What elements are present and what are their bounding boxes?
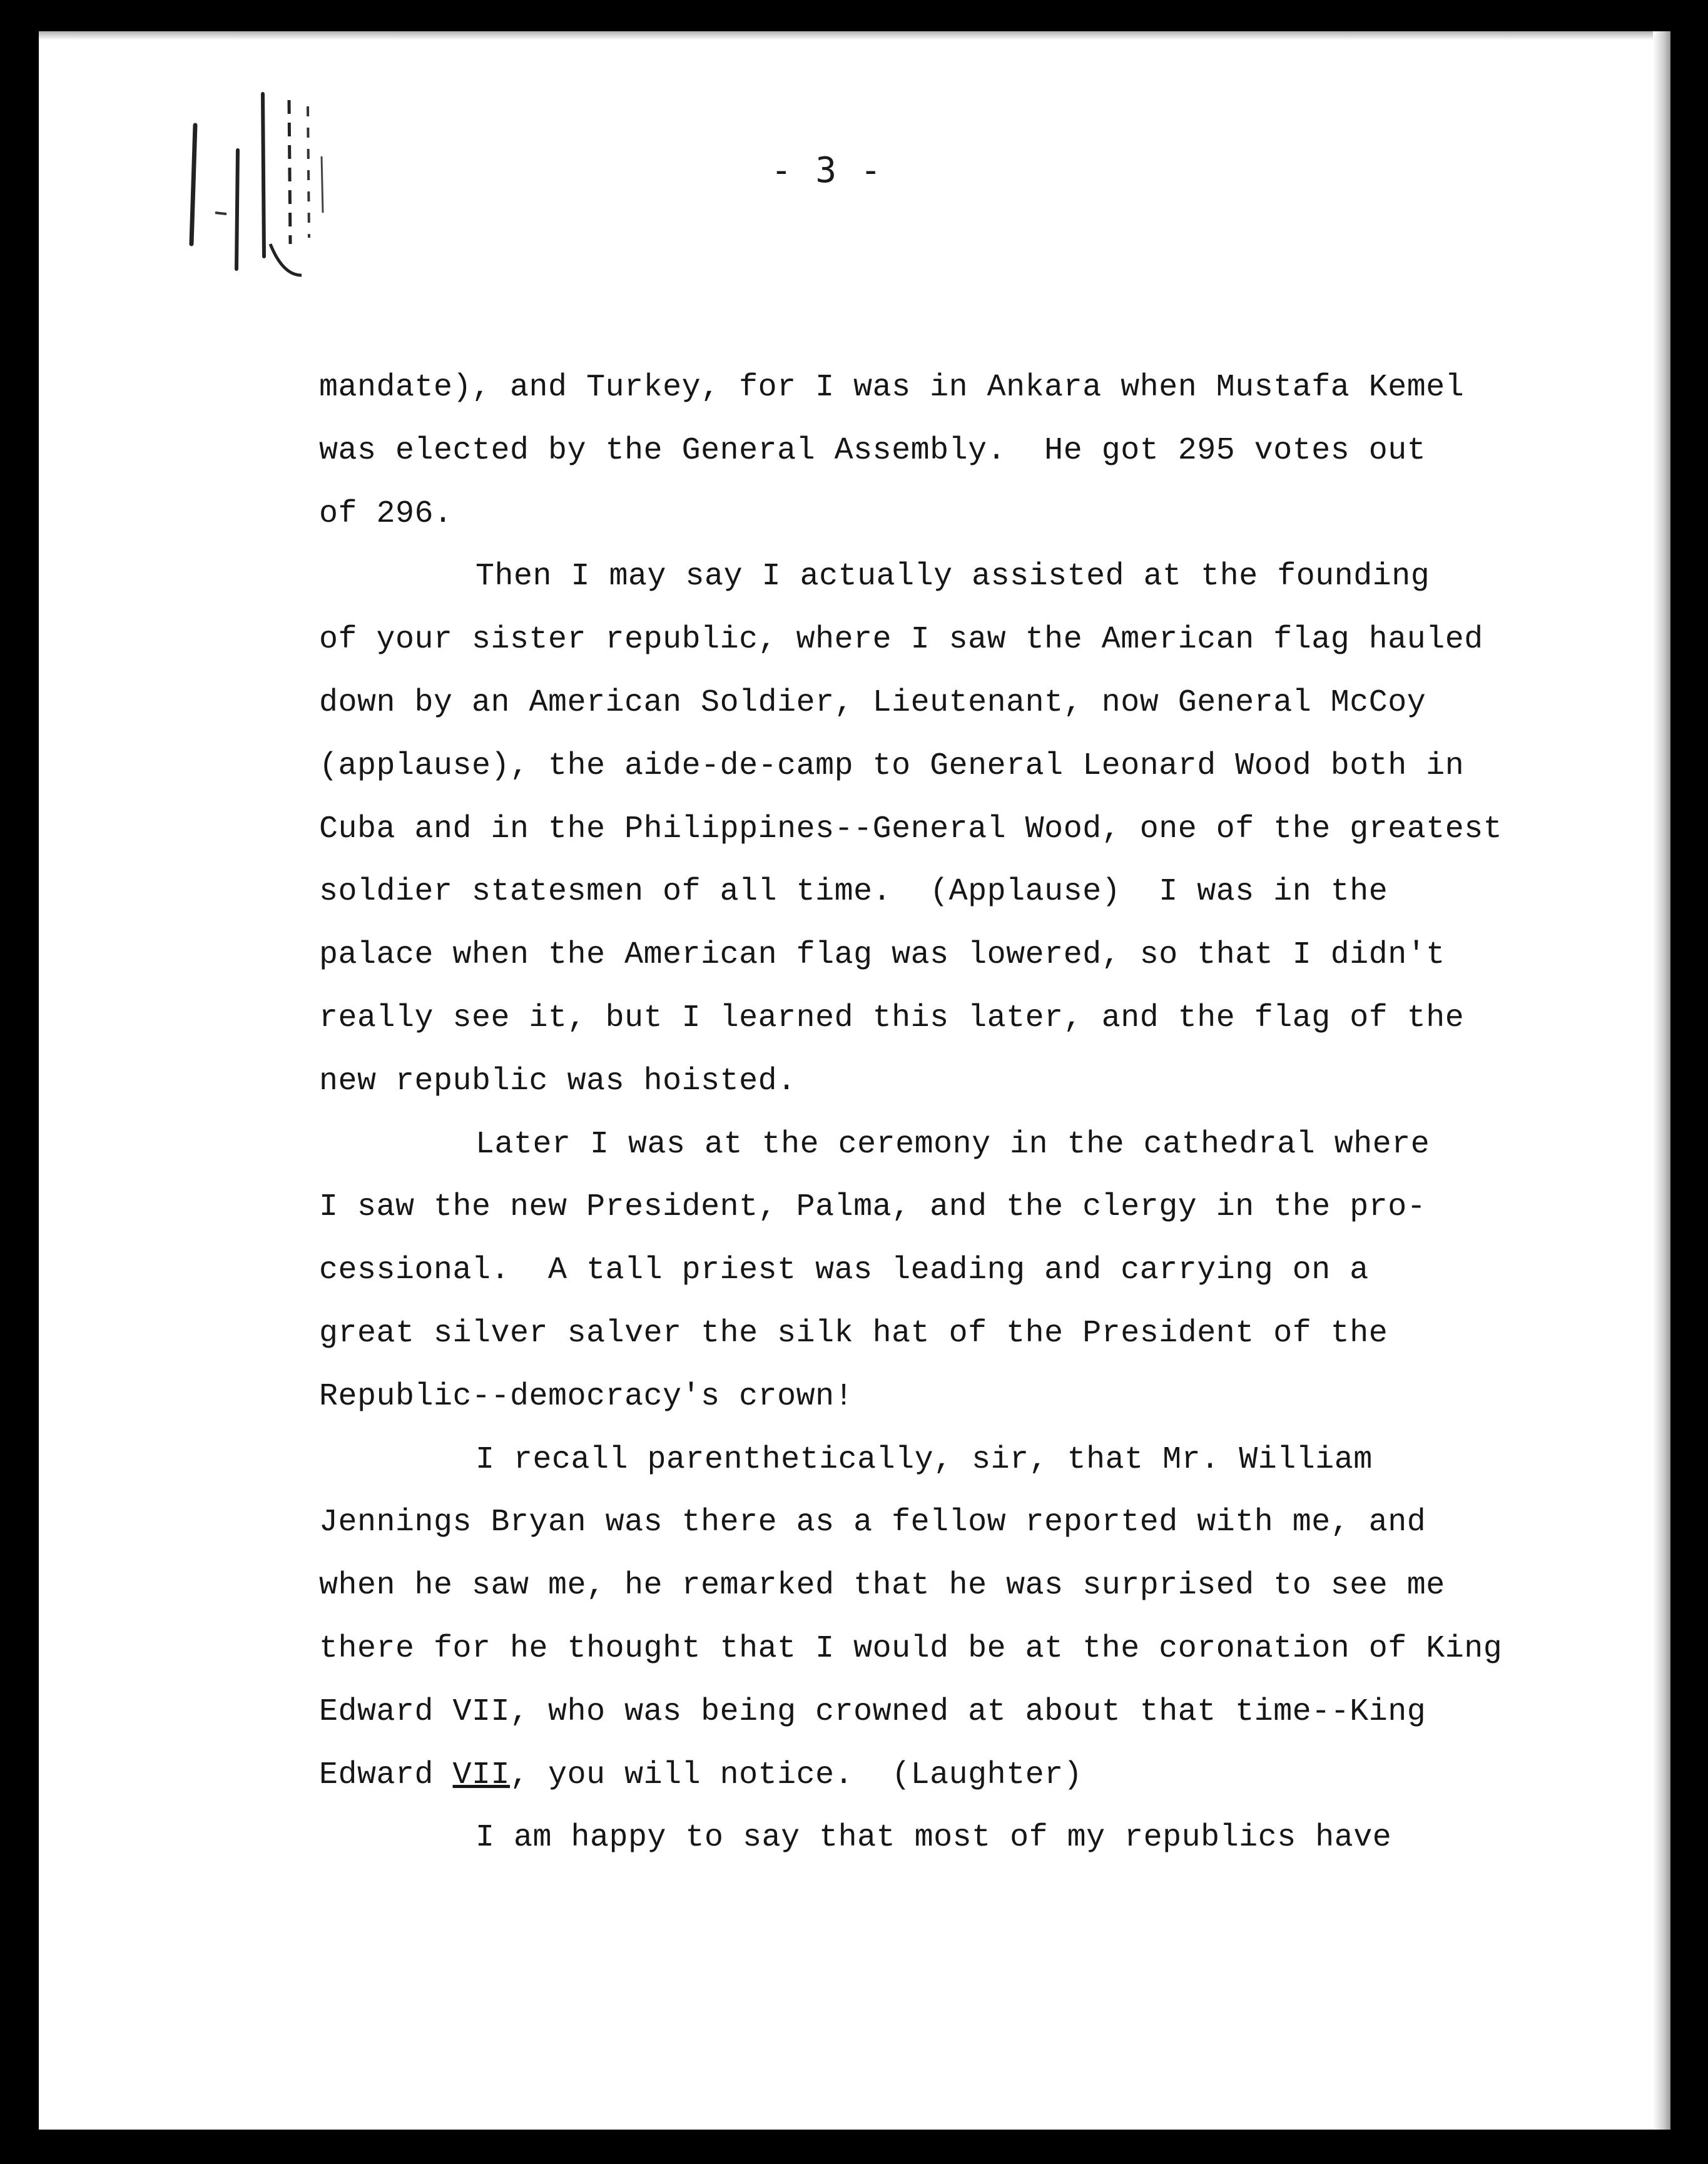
text-line: Cuba and in the Philippines--General Wood, one of the greatest (319, 811, 1503, 847)
text-line: Edward VII, who was being crowned at about that time--King (319, 1694, 1426, 1730)
text-line: Republic--democracy's crown! (319, 1378, 854, 1415)
text-line: I recall parenthetically, sir, that Mr. William (475, 1441, 1373, 1478)
text-line: down by an American Soldier, Lieutenant, now General McCoy (319, 684, 1426, 721)
text-segment: Edward (319, 1757, 453, 1793)
text-line: of your sister republic, where I saw the American flag hauled (319, 622, 1483, 658)
text-line: new republic was hoisted. (319, 1063, 796, 1099)
text-line: I am happy to say that most of my republics have (475, 1820, 1392, 1856)
paragraph-1 (319, 357, 1595, 546)
text-line: great silver salver the silk hat of the President of the (319, 1315, 1388, 1351)
paragraph-4 (319, 1429, 1595, 1807)
paragraph-5 (319, 1807, 1595, 1870)
document-body (319, 357, 1595, 1870)
text-line: when he saw me, he remarked that he was surprised to see me (319, 1568, 1445, 1604)
text-line: of 296. (319, 495, 453, 532)
handwritten-mark-icon (176, 56, 402, 294)
text-line: cessional. A tall priest was leading and carrying on a (319, 1252, 1369, 1289)
document-page (39, 31, 1670, 2130)
text-line: palace when the American flag was lowered, so that I didn't (319, 937, 1445, 973)
text-line: (applause), the aide-de-camp to General Leonard Wood both in (319, 748, 1465, 784)
text-segment: , you will notice. (Laughter) (510, 1757, 1083, 1793)
paragraph-3 (319, 1114, 1595, 1429)
text-line: Jennings Bryan was there as a fellow reported with me, and (319, 1505, 1426, 1541)
text-line: there for he thought that I would be at the coronation of King (319, 1630, 1503, 1667)
text-line: was elected by the General Assembly. He got 295 votes out (319, 432, 1426, 469)
text-line: really see it, but I learned this later, and the flag of the (319, 1000, 1465, 1036)
page-number: - 3 - (771, 150, 883, 191)
scan-edge-shadow (1653, 31, 1670, 2130)
text-line: soldier statesmen of all time. (Applause) I was in the (319, 874, 1388, 910)
underlined-text: VII (452, 1757, 511, 1793)
text-line (319, 1744, 1595, 1807)
text-line: I saw the new President, Palma, and the clergy in the pro- (319, 1189, 1426, 1226)
text-line: Later I was at the ceremony in the cathedral where (475, 1126, 1430, 1162)
text-line: Then I may say I actually assisted at the founding (475, 559, 1430, 595)
paragraph-2 (319, 546, 1595, 1113)
scan-top-shadow (39, 31, 1670, 40)
text-line: mandate), and Turkey, for I was in Ankara when Mustafa Kemel (319, 370, 1465, 405)
